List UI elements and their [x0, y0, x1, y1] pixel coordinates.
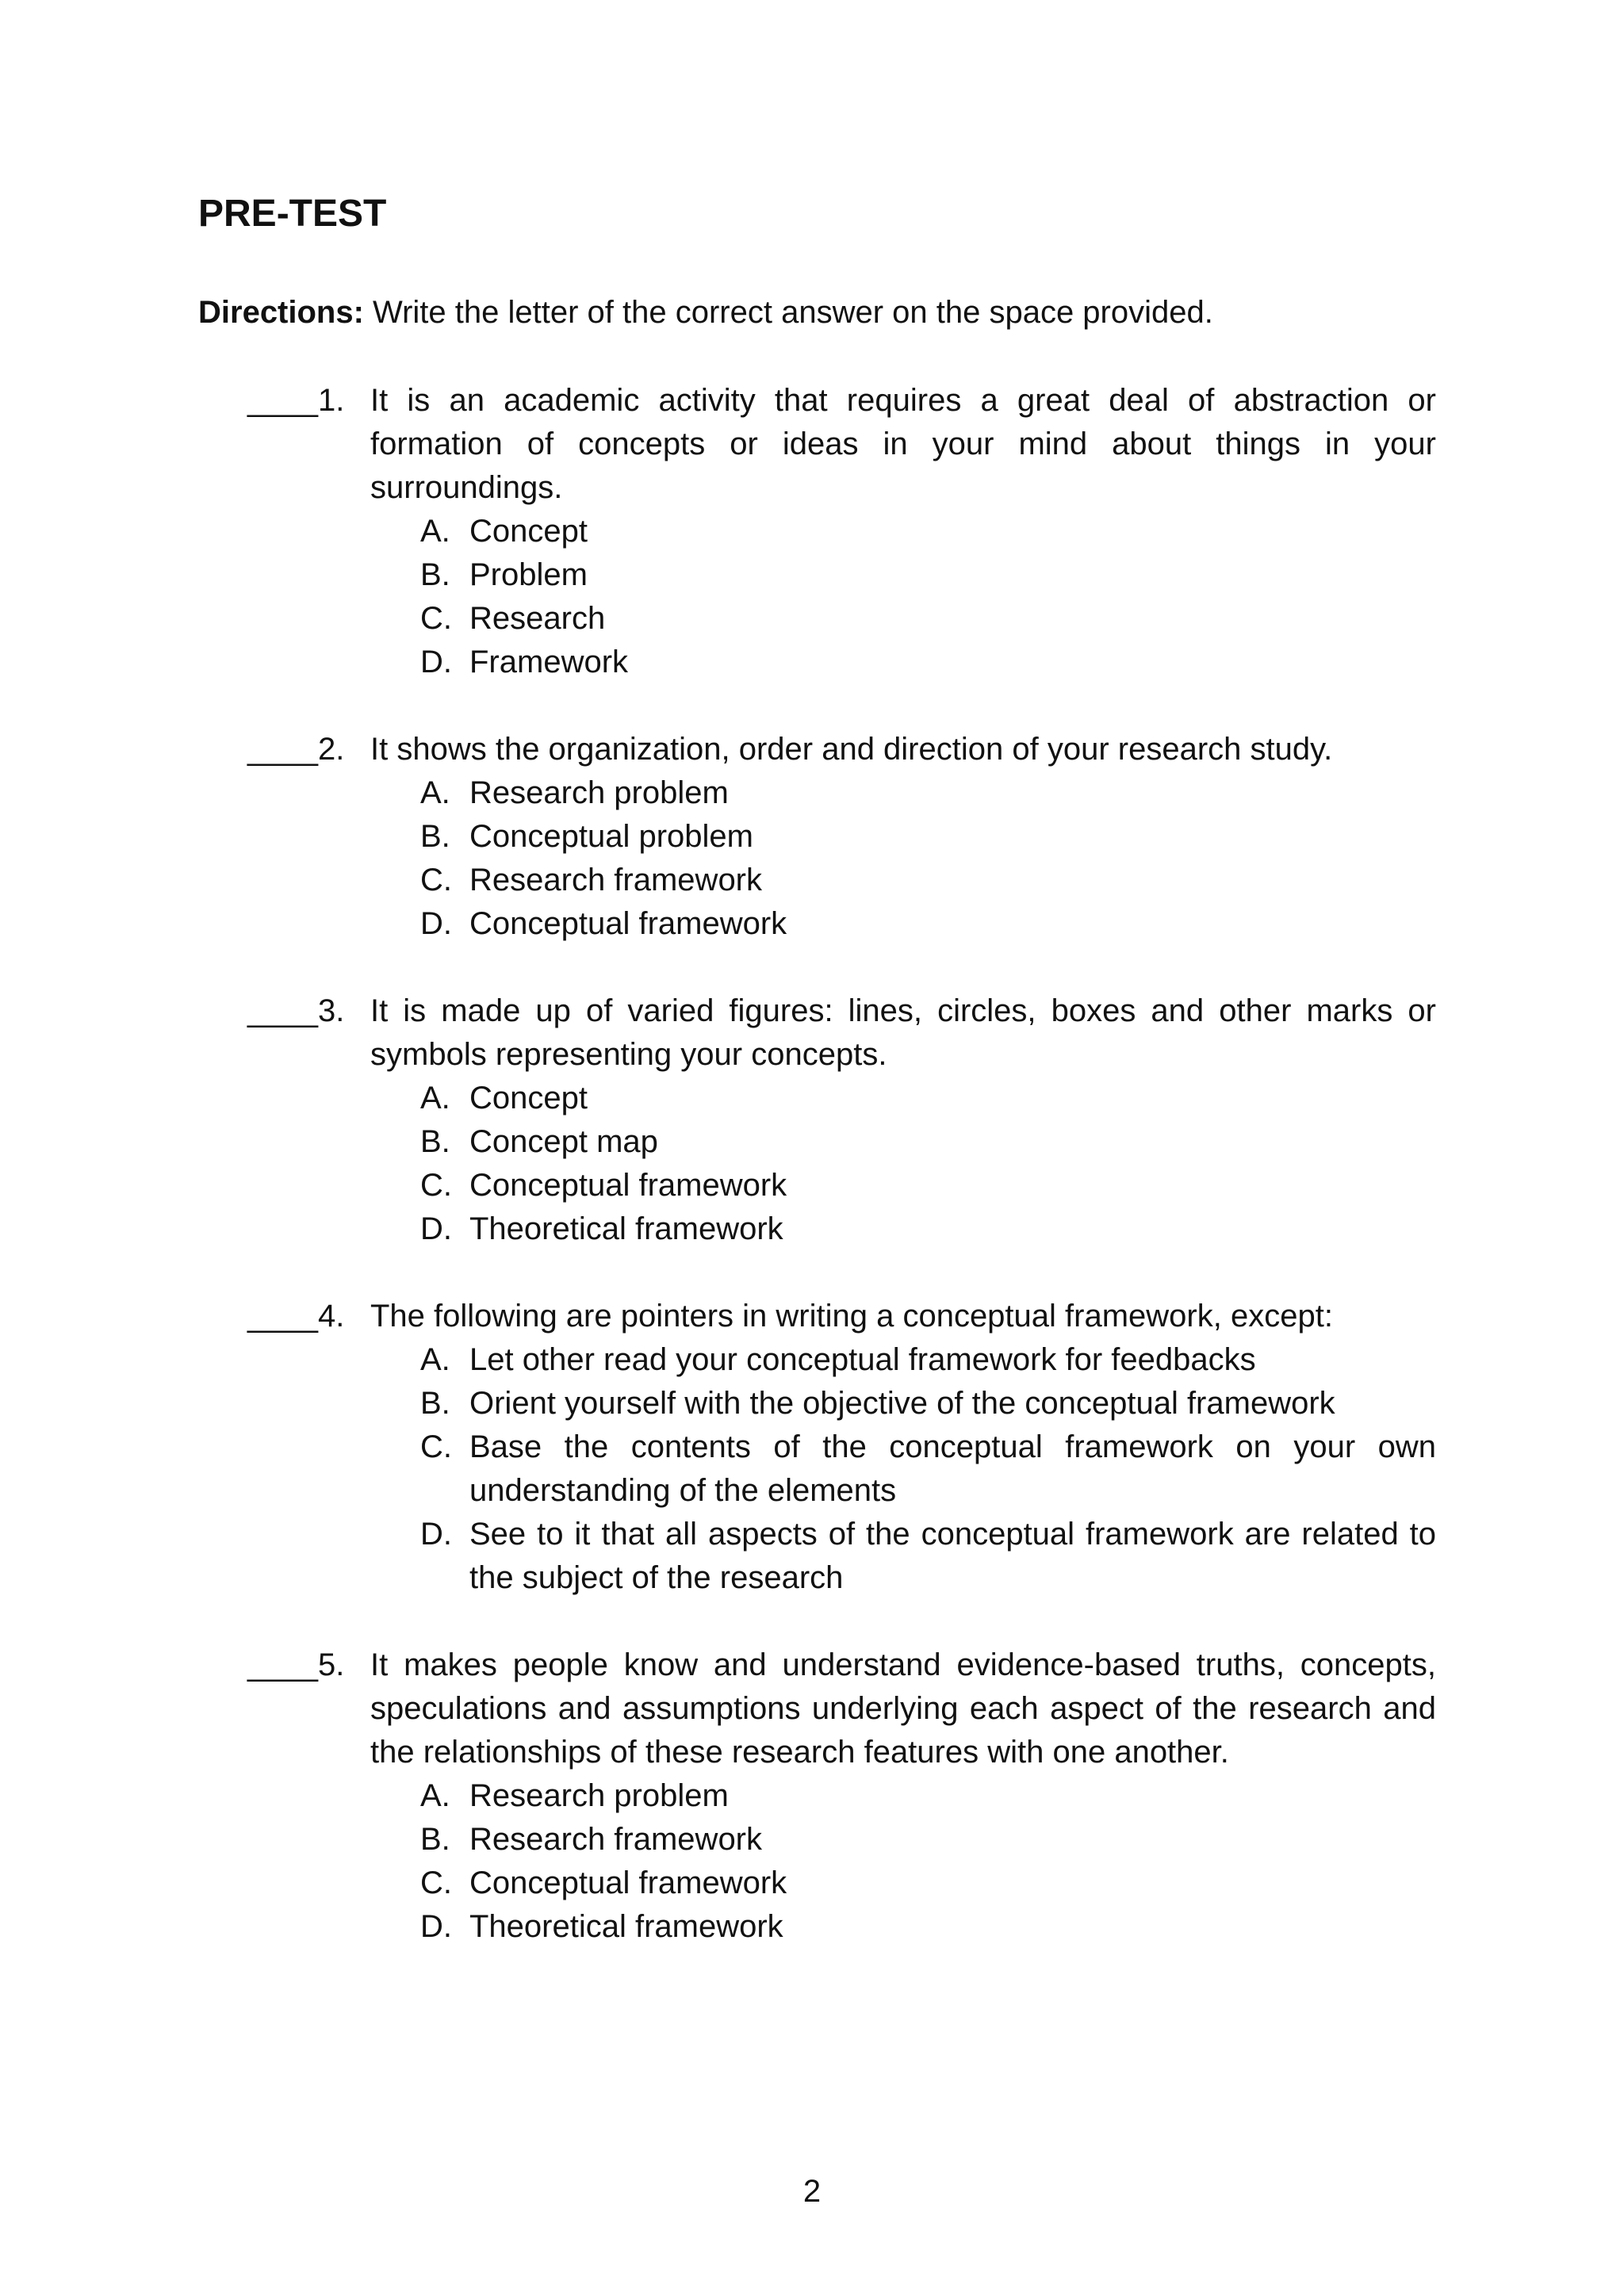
option-list	[0, 1338, 1624, 1600]
option-d	[0, 902, 1436, 946]
option-letter: B.	[420, 1822, 450, 1857]
option-letter: C.	[420, 863, 452, 897]
option-a	[0, 1338, 1436, 1382]
option-letter: A.	[420, 1778, 450, 1813]
option-letter: B.	[420, 819, 450, 854]
question-stem: The following are pointers in writing a conceptual framework, except:	[370, 1299, 1333, 1334]
option-text: Theoretical framework	[469, 1909, 783, 1944]
option-list	[0, 510, 1624, 684]
option-text: Conceptual framework	[469, 1168, 787, 1203]
option-b	[0, 1382, 1436, 1425]
option-letter: B.	[420, 1124, 450, 1159]
option-text: Problem	[469, 557, 588, 592]
option-letter: A.	[420, 1081, 450, 1115]
option-letter: D.	[420, 1211, 452, 1246]
option-text: Concept map	[469, 1124, 658, 1159]
option-letter: B.	[420, 557, 450, 592]
question-3	[0, 989, 1624, 1251]
option-a	[0, 771, 1436, 815]
question-2	[0, 728, 1624, 946]
directions-label: Directions:	[198, 295, 364, 330]
option-letter: C.	[420, 1429, 452, 1464]
option-text: Research	[469, 601, 606, 636]
option-letter: C.	[420, 1866, 452, 1900]
option-a	[0, 1774, 1436, 1818]
option-c	[0, 1164, 1436, 1207]
option-a	[0, 510, 1436, 553]
question-4	[0, 1295, 1624, 1600]
question-number-blank: ____1.	[247, 383, 345, 418]
question-stem: It makes people know and understand evidence-based truths, concepts, speculations and assumptions underlying each aspect of the research and the relationships of these research features with one another.	[370, 1647, 1436, 1770]
option-text: Conceptual problem	[469, 819, 753, 854]
option-text: See to it that all aspects of the conceptual framework are related to the subject of the research	[469, 1517, 1436, 1595]
option-d	[0, 641, 1436, 684]
option-b	[0, 1818, 1436, 1862]
question-1	[0, 379, 1624, 684]
option-b	[0, 1120, 1436, 1164]
option-b	[0, 815, 1436, 859]
option-letter: D.	[420, 906, 452, 941]
option-d	[0, 1905, 1436, 1949]
option-letter: D.	[420, 645, 452, 679]
option-letter: C.	[420, 601, 452, 636]
option-list	[0, 1774, 1624, 1949]
option-a	[0, 1077, 1436, 1120]
option-letter: A.	[420, 514, 450, 549]
option-text: Theoretical framework	[469, 1211, 783, 1246]
option-text: Research framework	[469, 863, 763, 897]
option-c	[0, 859, 1436, 902]
page-title: PRE-TEST	[198, 193, 387, 235]
question-number-blank: ____4.	[247, 1299, 345, 1334]
page-number: 2	[802, 2174, 822, 2209]
question-5	[0, 1644, 1624, 1949]
option-c	[0, 1425, 1436, 1513]
option-letter: D.	[420, 1517, 452, 1552]
question-list	[0, 379, 1624, 1992]
option-text: Research problem	[469, 1778, 729, 1813]
option-d	[0, 1207, 1436, 1251]
option-text: Conceptual framework	[469, 1866, 787, 1900]
question-number-blank: ____5.	[247, 1647, 345, 1682]
question-number-blank: ____3.	[247, 993, 345, 1028]
option-text: Conceptual framework	[469, 906, 787, 941]
directions-text: Write the letter of the correct answer on the space provided.	[363, 295, 1213, 330]
option-letter: A.	[420, 1342, 450, 1377]
option-text: Let other read your conceptual framework for feedbacks	[469, 1342, 1256, 1377]
directions	[198, 297, 1213, 328]
option-text: Framework	[469, 645, 629, 679]
option-list	[0, 1077, 1624, 1251]
question-stem: It is an academic activity that requires a great deal of abstraction or formation of concepts or ideas in your mind about things in your surroundings.	[370, 383, 1436, 505]
option-text: Orient yourself with the objective of the conceptual framework	[469, 1386, 1335, 1421]
option-letter: A.	[420, 775, 450, 810]
option-d	[0, 1513, 1436, 1600]
option-b	[0, 553, 1436, 597]
option-c	[0, 597, 1436, 641]
option-c	[0, 1862, 1436, 1905]
option-text: Base the contents of the conceptual framework on your own understanding of the elements	[469, 1429, 1436, 1508]
option-text: Research problem	[469, 775, 729, 810]
question-stem: It shows the organization, order and direction of your research study.	[370, 732, 1333, 767]
option-letter: D.	[420, 1909, 452, 1944]
question-number-blank: ____2.	[247, 732, 345, 767]
question-stem: It is made up of varied figures: lines, circles, boxes and other marks or symbols representing your concepts.	[370, 993, 1436, 1072]
option-list	[0, 771, 1624, 946]
option-letter: C.	[420, 1168, 452, 1203]
option-text: Concept	[469, 1081, 588, 1115]
option-letter: B.	[420, 1386, 450, 1421]
option-text: Concept	[469, 514, 588, 549]
option-text: Research framework	[469, 1822, 763, 1857]
